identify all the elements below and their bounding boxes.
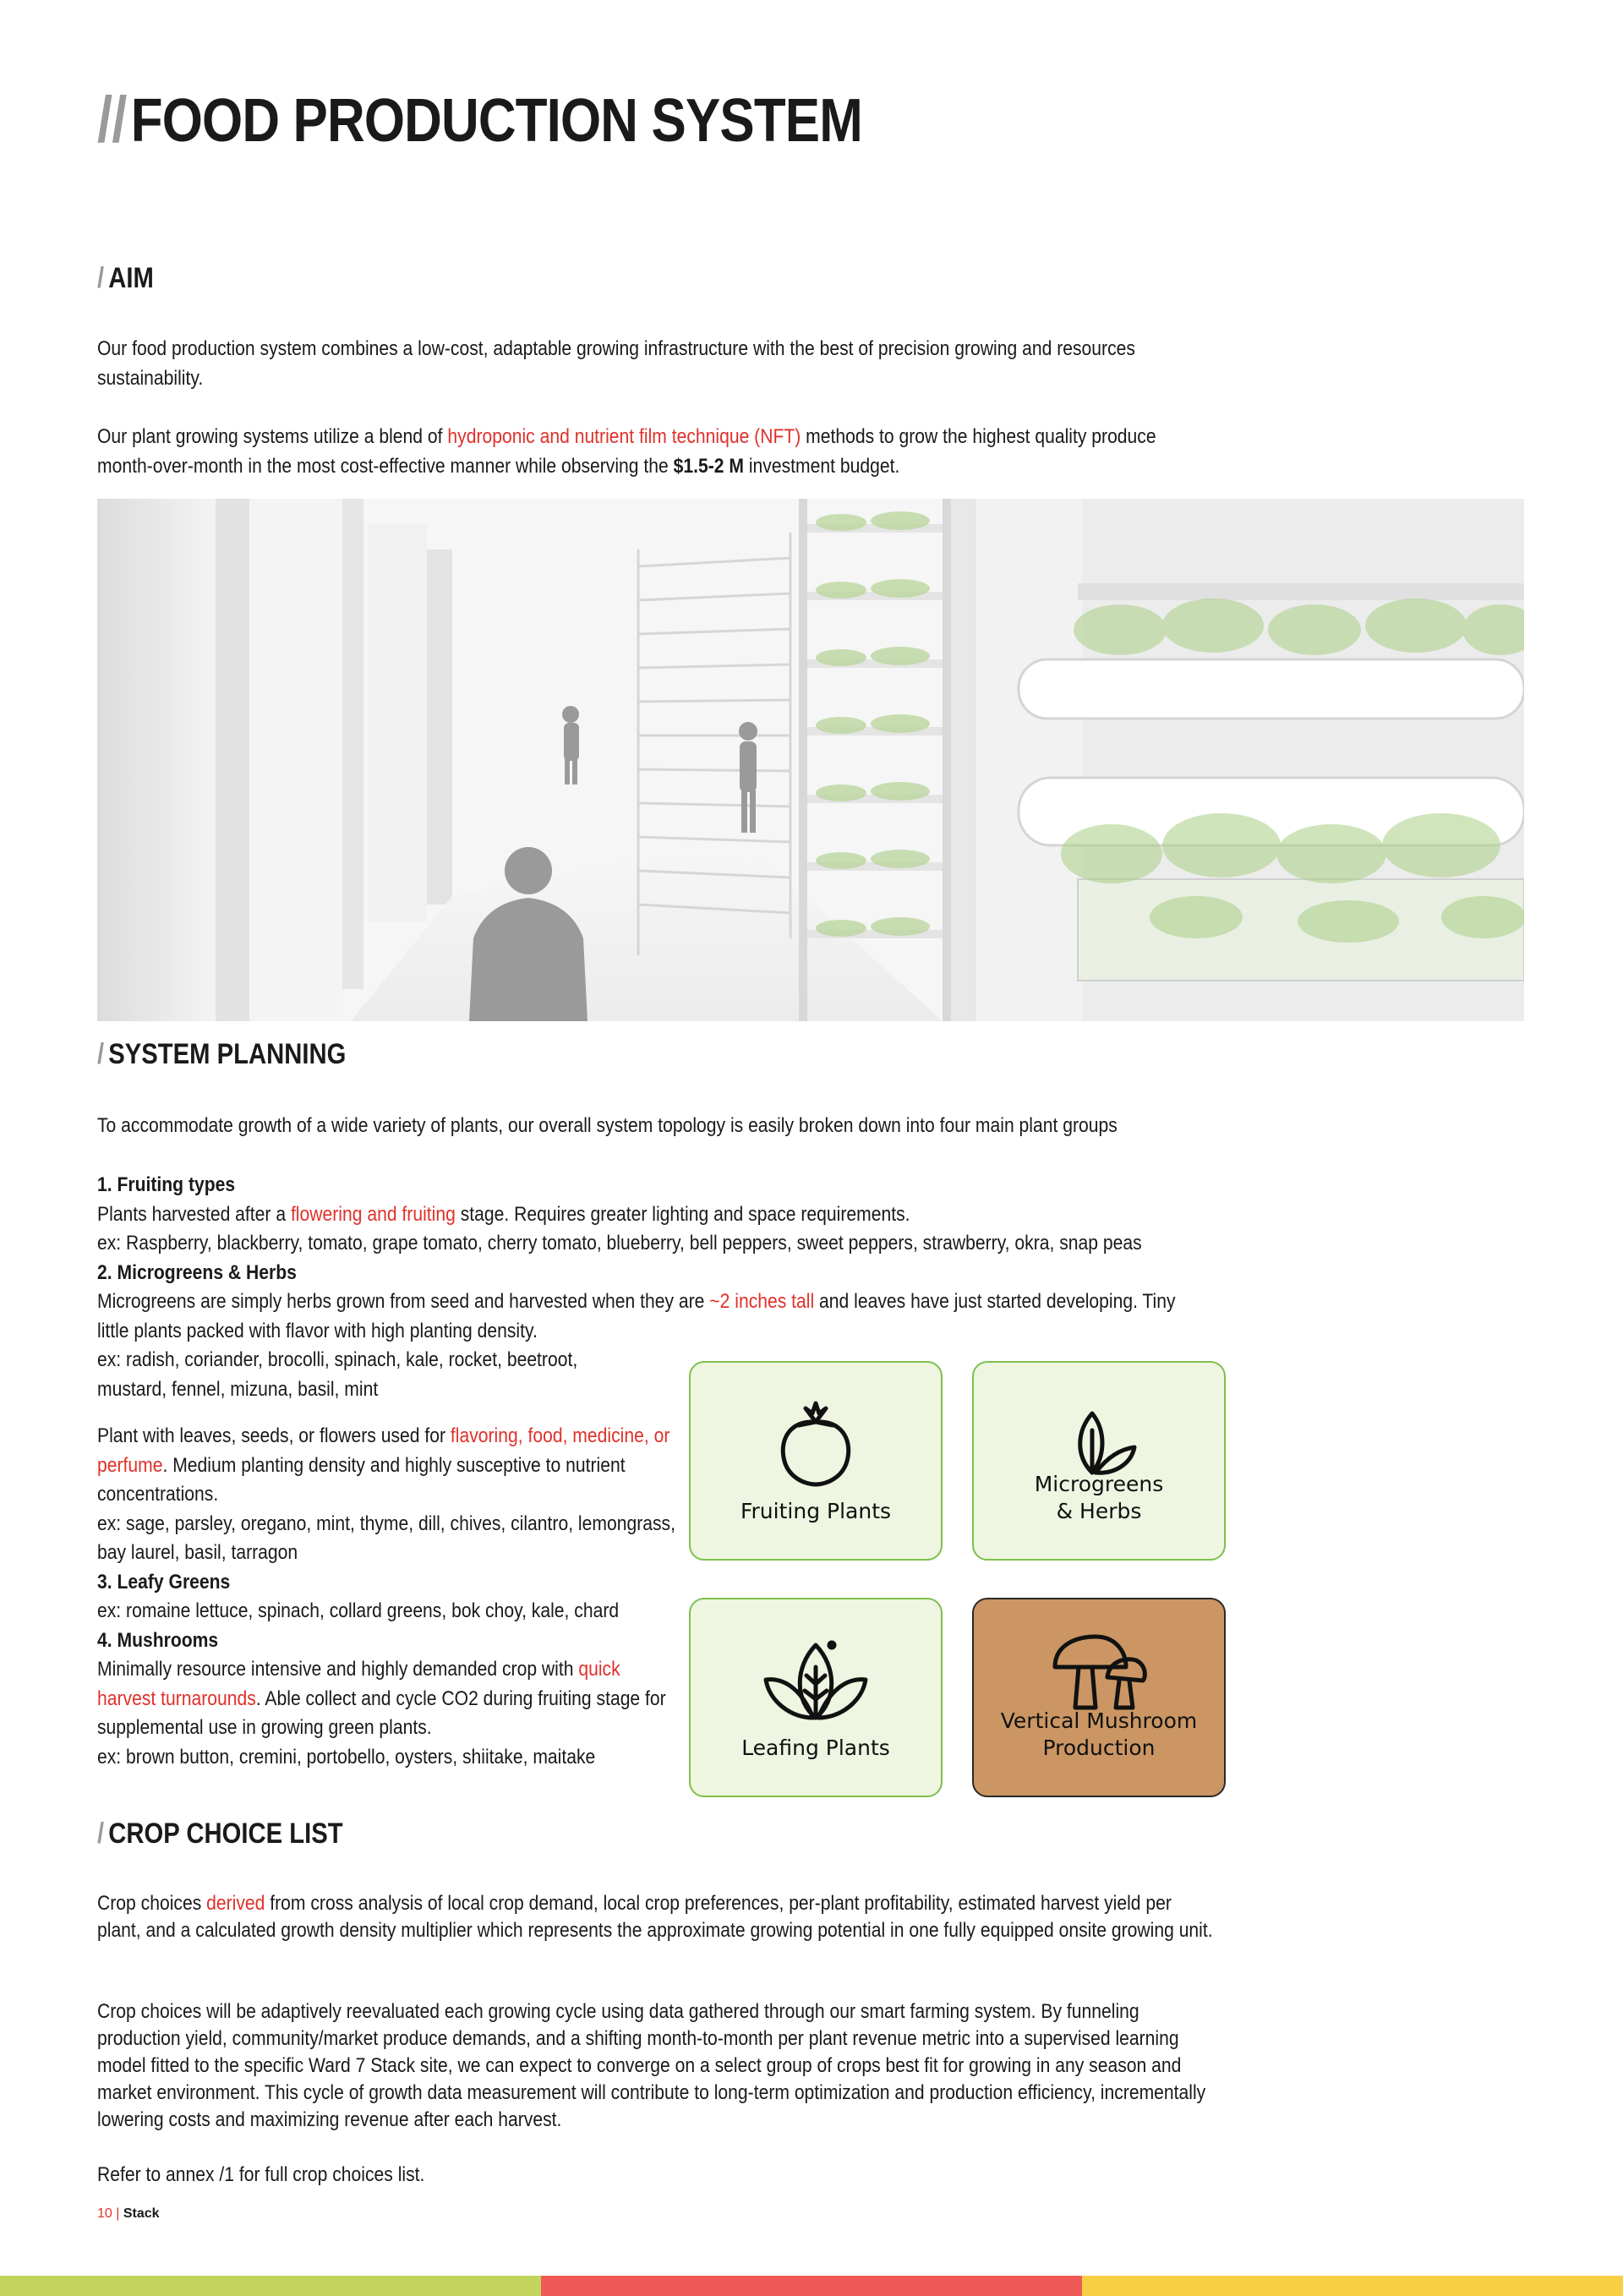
crop-paragraph-1	[97, 1890, 1213, 1944]
tile-label-leafing: Leafing Plants	[741, 1736, 890, 1760]
micro-examples-2: mustard, fennel, mizuna, basil, mint	[97, 1377, 379, 1401]
title-slash: //	[97, 84, 127, 156]
herb-text-a: Plant with leaves, seeds, or flowers used for	[97, 1424, 451, 1447]
aim-p2-text-a: Our plant growing systems utilize a blend of	[97, 425, 448, 448]
page-footer	[97, 2206, 160, 2222]
fruit-text-a: Plants harvested after a	[97, 1202, 291, 1226]
vertical-farm-render	[97, 499, 1524, 1021]
tile-microgreens-herbs	[972, 1361, 1226, 1561]
page-title	[97, 83, 862, 156]
footer-name: Stack	[123, 2206, 160, 2221]
fruit-highlight: flowering and fruiting	[290, 1202, 456, 1226]
micro-text-b: and leaves have just started developing. Tiny little plants packed with flavor with high planting density.	[97, 1290, 1176, 1342]
planning-herbs-leafy-mush	[97, 1422, 677, 1772]
tile-label-fruiting: Fruiting Plants	[740, 1499, 892, 1523]
crop-p1-text-a: Crop choices	[97, 1892, 207, 1915]
micro-highlight: ~2 inches tall	[709, 1290, 815, 1313]
page-number: 10	[97, 2206, 112, 2221]
fruit-text-b: stage. Requires greater lighting and space requirements.	[455, 1202, 910, 1226]
aim-p2-text-c: investment budget.	[743, 454, 900, 478]
crop-p1-highlight: derived	[206, 1892, 265, 1915]
aim-p2-highlight: hydroponic and nutrient film technique (NFT)	[447, 425, 801, 448]
planning-heading: / SYSTEM PLANNING	[97, 1038, 347, 1070]
mush-highlight: quick harvest turnarounds	[97, 1658, 620, 1710]
crop-paragraph-3	[97, 2161, 1213, 2190]
aim-paragraph-2	[97, 423, 1198, 481]
mush-heading: 4. Mushrooms	[97, 1628, 219, 1652]
leaf-icon	[691, 1633, 941, 1726]
herb-examples: ex: sage, parsley, oregano, mint, thyme, dill, chives, cilantro, lemongrass, bay laurel, basil, tarragon	[97, 1512, 675, 1564]
aim-paragraph-1	[97, 335, 1198, 393]
tile-vertical-mushroom	[972, 1598, 1226, 1797]
crop-paragraph-2	[97, 1998, 1213, 2134]
tomato-icon	[691, 1397, 941, 1490]
fruit-examples: ex: Raspberry, blackberry, tomato, grape tomato, cherry tomato, blueberry, bell peppers, sweet peppers, strawberry, okra, snap peas	[97, 1232, 1142, 1255]
aim-p1: Our food production system combines a low-cost, adaptable growing infrastructure with the best of precision growing and resources sustainability.	[97, 337, 1135, 390]
mush-examples: ex: brown button, cremini, portobello, oysters, shiitake, maitake	[97, 1745, 596, 1768]
planning-heading-text: SYSTEM PLANNING	[108, 1038, 347, 1070]
tile-fruiting-plants	[689, 1361, 943, 1561]
crop-p1-text-b: from cross analysis of local crop demand, local crop preferences, per-plant profitability, estimated harvest yield per plant, and a calculated growth density multiplier which represents the approximate growing potential in one fully equipped onsite growing unit.	[97, 1892, 1213, 1942]
leafy-heading: 3. Leafy Greens	[97, 1570, 231, 1594]
bar-green	[0, 2276, 541, 2296]
aim-heading-text: AIM	[108, 262, 154, 294]
mush-text-a: Minimally resource intensive and highly demanded crop with	[97, 1658, 579, 1681]
crop-p2: Crop choices will be adaptively reevaluated each growing cycle using data gathered through our smart farming system. By funneling production yield, community/market produce demands, and a shifting month-to-month per plant revenue metric into a supervised learning model fitted to the specific Ward 7 Stack site, we can expect to converge on a select group of crops best fit for growing in any season and market environment. This cycle of growth data measurement will contribute to long-term optimization and production efficiency, incrementally lowering costs and maximizing revenue after each harvest.	[97, 2000, 1206, 2131]
mush-text-b: . Able collect and cycle CO2 during fruiting stage for supplemental use in growing green plants.	[97, 1686, 666, 1739]
render-illustration	[97, 499, 1524, 1021]
crop-heading: / CROP CHOICE LIST	[97, 1818, 343, 1850]
aim-heading: / AIM	[97, 262, 154, 294]
tile-label-mushroom: Vertical Mushroom Production	[1000, 1708, 1198, 1760]
herb-text-b: . Medium planting density and highly susceptive to nutrient concentrations.	[97, 1453, 626, 1506]
planning-intro-text: To accommodate growth of a wide variety of plants, our overall system topology is easily broken down into four main plant groups	[97, 1114, 1118, 1137]
crop-p3: Refer to annex /1 for full crop choices list.	[97, 2163, 425, 2186]
footer-separator: |	[112, 2206, 123, 2221]
fruit-heading: 1. Fruiting types	[97, 1173, 236, 1196]
aim-p2-text-b: methods to grow the highest quality produce month-over-month in the most cost-effective manner while observing the	[97, 425, 1156, 478]
leafy-examples: ex: romaine lettuce, spinach, collard greens, bok choy, kale, chard	[97, 1599, 620, 1622]
crop-heading-text: CROP CHOICE LIST	[108, 1818, 343, 1850]
page-title-text: FOOD PRODUCTION SYSTEM	[130, 87, 862, 155]
tile-label-microgreens: Microgreens & Herbs	[1034, 1472, 1164, 1523]
micro-heading: 2. Microgreens & Herbs	[97, 1260, 297, 1284]
bar-yellow	[1082, 2276, 1623, 2296]
herb-highlight: flavoring, food, medicine, or perfume	[97, 1424, 670, 1477]
tile-leafing-plants	[689, 1598, 943, 1797]
aim-p2-budget: $1.5-2 M	[673, 454, 744, 478]
micro-text-a: Microgreens are simply herbs grown from seed and harvested when they are	[97, 1290, 710, 1313]
bar-red	[541, 2276, 1082, 2296]
micro-examples-1: ex: radish, coriander, brocolli, spinach, kale, rocket, beetroot,	[97, 1348, 578, 1371]
planning-intro	[97, 1112, 1198, 1141]
footer-color-bars	[0, 2276, 1623, 2296]
